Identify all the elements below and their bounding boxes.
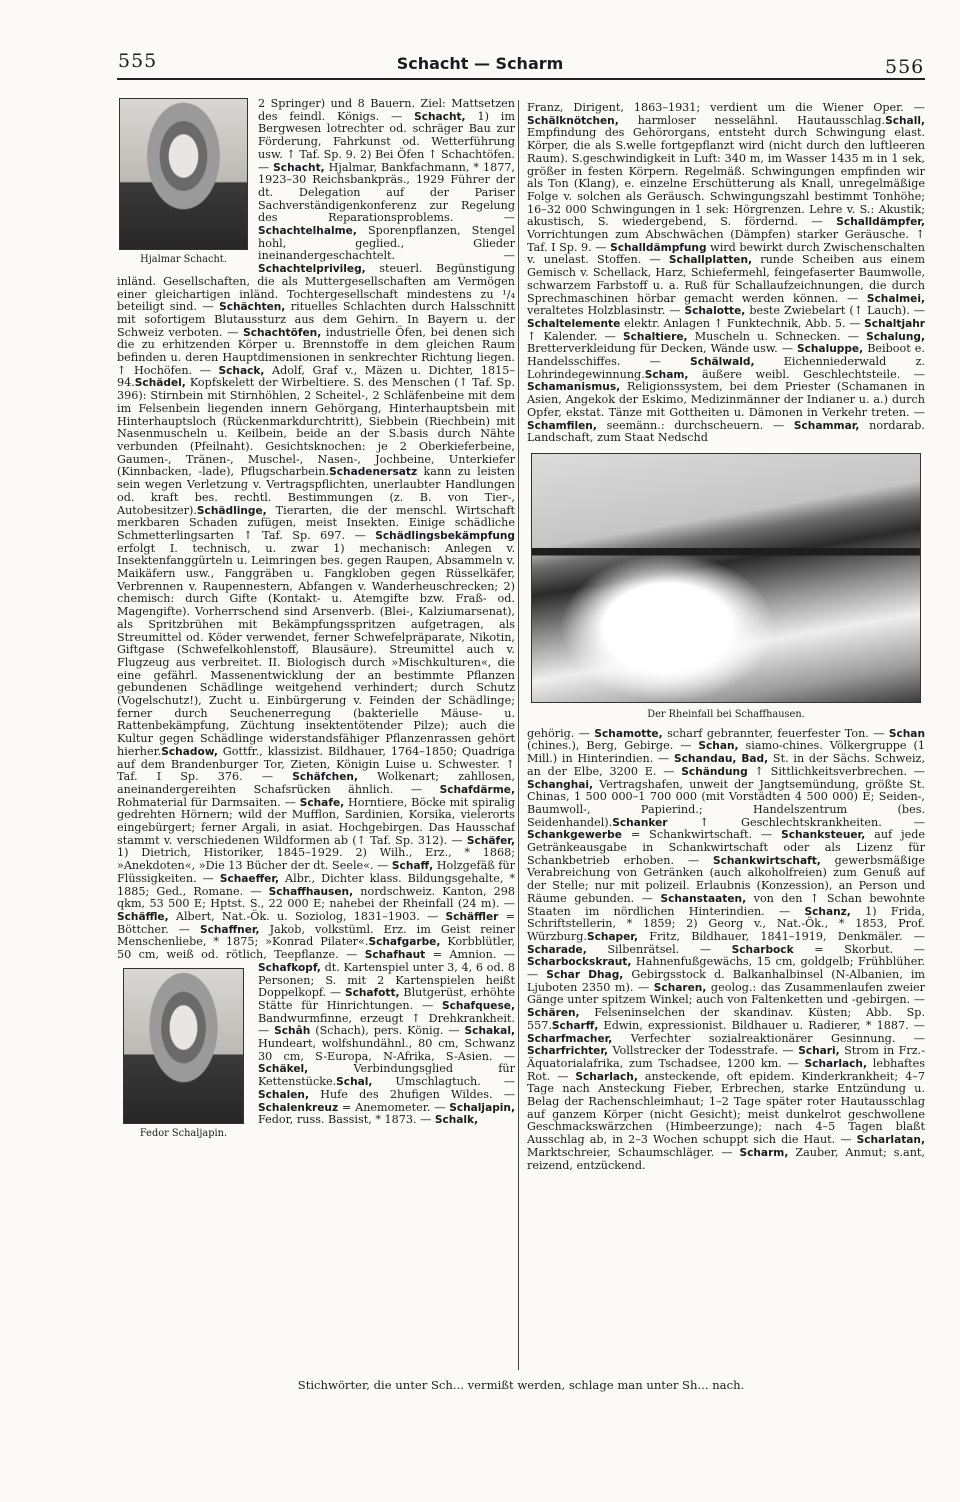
- entry-text: = Amnion. —: [425, 948, 515, 962]
- entry-keyword: Schädel,: [134, 377, 186, 390]
- entry-keyword: Schälknötchen,: [527, 114, 619, 127]
- entry-text: Fedor, russ. Bassist, * 1873. —: [258, 1113, 435, 1127]
- entry-keyword: Schafquese,: [441, 999, 515, 1012]
- entry-keyword: Schankgewerbe: [527, 829, 622, 842]
- entry-text: Gebirgsstock d. Balkanhalbinsel (N-Albanien, im Ljuboten 2350 m). —: [527, 968, 925, 994]
- entry-keyword: Schamanismus,: [527, 381, 621, 394]
- entry-keyword: Scharlatan,: [856, 1134, 925, 1147]
- entry-keyword: Schamotte,: [594, 727, 663, 740]
- entry-text: Verbindungsglied für Kettenstücke.: [258, 1062, 515, 1089]
- entry-text: Religionssystem, bei dem Priester (Schamanen in Asien, Angekok der Eskimo, Medizinmänner der Indianer u. a.) durch Opfer, ekstat. Tänze mit Gottheiten u. Dämonen in Verkehr treten. —: [527, 380, 925, 419]
- entry-keyword: Schafgarbe,: [368, 936, 441, 949]
- entry-text: 2 Springer) und 8 Bauern. Ziel: Mattsetzen des feindl. Königs. —: [258, 98, 515, 123]
- entry-keyword: Schamfilen,: [527, 419, 597, 432]
- entry-keyword: Schanghai,: [527, 778, 594, 791]
- entry-text: auf jede Getränkeausgabe in Schankwirtschaft oder als Lizenz für Schankbetrieb erhoben. —: [527, 828, 925, 867]
- entry-keyword: Schalmei,: [866, 292, 925, 305]
- entry-text: Albr., Dichter klass. Bildungsgehalte, * 1885; Ged., Romane. —: [117, 871, 515, 898]
- entry-text: Horntiere, Böcke mit spiralig gedrehten Hörnern; wild der Mufflon, Sardinien, Korsika, vielerorts eingebürgert; ferner Argali, in asiat. Hochgebirgen. Das Hausschaf stammt v. verschiedenen Wildformen ab (↑ Taf. Sp. 312). —: [117, 795, 515, 847]
- page-header: [0, 44, 960, 78]
- entry-keyword: Schal,: [336, 1076, 373, 1089]
- entry-text: nordschweiz. Kanton, 298 qkm, 53 500 E; Hptst. S., 22 000 E; nahebei der Rheinfall (24 m). —: [117, 884, 515, 911]
- entry-keyword: Schaper,: [586, 930, 638, 943]
- entry-keyword: Schädlinge,: [196, 504, 267, 517]
- entry-keyword: Scharff,: [551, 1019, 599, 1032]
- entry-text: Albert, Nat.-Ök. u. Soziolog, 1831–1903. —: [168, 910, 446, 923]
- entry-text: von den ↑ Schan bewohnte Staaten im nördlichen Hinterindien. —: [527, 891, 925, 918]
- entry-text: äußere weibl. Geschlechtsteile. —: [688, 367, 925, 381]
- entry-text: elektr. Anlagen ↑ Funktechnik, Abb. 5. —: [620, 316, 865, 330]
- entry-text: Franz, Dirigent, 1863–1931; verdient um die Wiener Oper. —: [527, 102, 925, 114]
- entry-keyword: Schandau, Bad,: [674, 753, 769, 766]
- entry-keyword: Scharm,: [739, 1146, 789, 1159]
- entry-text: Silbenrätsel. —: [586, 942, 732, 956]
- entry-text: 1) Dietrich, Historiker, 1845–1929. 2) Wilh., Erz., * 1868; »Anekdoten«, »Die 13 Bücher der dt. Seele«. —: [117, 846, 515, 873]
- entry-text: Hahnenfußgewächs, 15 cm, goldgelb; Frühblüher. —: [527, 955, 925, 982]
- entry-keyword: Schakal,: [464, 1025, 515, 1038]
- entry-text: ↑ Sittlichkeitsverbrechen. —: [747, 764, 925, 778]
- entry-text: Hufe des 2hufigen Wildes. —: [308, 1087, 515, 1101]
- entry-keyword: Schalotte,: [684, 305, 746, 318]
- entry-keyword: Schächten,: [219, 301, 286, 314]
- entry-text: = Böttcher. —: [117, 910, 515, 936]
- entry-text: Hundeart, wolfshundähnl., 80 cm, Schwanz 30 cm, S-Europa, N-Afrika, S-Asien. —: [258, 1037, 515, 1063]
- entry-text: kann zu leisten sein wegen Verletzung v. Vertragspflichten, unerlaubter Handlungen od. kraft bes. rechtl. Bestimmungen (z. B. von Tier-, Autobesitzer).: [117, 465, 515, 517]
- entry-keyword: Schafhaut: [364, 949, 426, 962]
- entry-keyword: Schammar,: [793, 419, 860, 432]
- entry-text: Fritz, Bildhauer, 1841–1919, Denkmäler. —: [638, 929, 925, 943]
- entry-text: beste Zwiebelart (↑ Lauch). —: [745, 304, 925, 318]
- entry-text: Felseninselchen der skandinav. Küsten; Abb. Sp. 557.: [527, 1006, 925, 1032]
- entry-text: 1) im Bergwesen lotrechter od. schräger Bau zur Förderung, Fahrkunst od. Wetterführung usw. ↑ Taf. Sp. 9. 2) Bei Öfen ↑ Schachtöfen. —: [258, 109, 515, 174]
- entry-keyword: Schâh: [274, 1025, 311, 1038]
- entry-text: Edwin, expressionist. Bildhauer u. Radierer, * 1887. —: [598, 1018, 925, 1032]
- entry-keyword: Scharfrichter,: [527, 1045, 609, 1058]
- right-bottom-paragraph: [527, 728, 925, 1173]
- entry-keyword: Schanstaaten,: [660, 892, 747, 905]
- entry-keyword: Schadow,: [161, 745, 218, 758]
- entry-keyword: Schaeffer,: [219, 872, 280, 885]
- entry-keyword: Schäfer,: [466, 834, 515, 847]
- entry-text: ↑ Geschlechtskrankheiten. —: [667, 815, 925, 829]
- entry-keyword: Schäffle,: [117, 911, 169, 923]
- entry-text: Vollstrecker der Todesstrafe. —: [608, 1044, 799, 1058]
- entry-text: erfolgt I. technisch, u. zwar 1) mechanisch: Anlegen v. Insektenfanggürteln u. Leimringen bes. gegen Raupen, Absammeln v. Maikäfern usw., Fanggräben u. Fangkloben gegen Rüsselkäfer, Verbrennen v. Raupennestern, Abfangen v. Wanderheuschrecken; 2) chemisch: durch Gifte (Kontakt- u. Atemgifte bzw. Fraß- od. Magengifte). Vorherrschend sind Arsenverb. (Blei-, Kalziumarsenat), als Spritzbrühen mit Bekämpfungsspritzen aufgetragen, als Streumittel od. Köder verwendet, ferner Schwefelpräparate, Nikotin, Giftgase (Schwefelkohlenstoff, Blausäure). Streumittel auch v. Flugzeug aus verbreitet. II. Biologisch durch »Mischkulturen«, die eine gefährl. Massenentwicklung der an bestimmte Pflanzen gebundenen Schädlinge weitgehend verhindert; durch Schutz (Vogelschutz!), Zucht u. Einbürgerung v. Feinden der Schädlinge; ferner durch Seuchenerregung (bakterielle Mäuse- u. Rattenbekämpfung, Züchtung insektentötender Pilze); auch die Kultur gegen Schädlinge widerstandsfähiger Pflanzenrassen gehört hierher.: [117, 541, 515, 758]
- entry-keyword: Schären,: [527, 1007, 580, 1020]
- entry-keyword: Schankwirtschaft,: [712, 854, 821, 867]
- entry-text: Blutgerüst, erhöhte Stätte für Hinrichtungen. —: [258, 986, 515, 1012]
- entry-keyword: Schachtelprivileg,: [258, 263, 366, 276]
- entry-keyword: Schan: [888, 727, 925, 740]
- entry-keyword: Scharade,: [527, 943, 587, 956]
- column-separator: [518, 100, 519, 1370]
- entry-keyword: Schachtelhalme,: [258, 225, 357, 238]
- entry-keyword: Schaluppe,: [796, 343, 864, 356]
- entry-keyword: Schanker: [612, 816, 668, 829]
- entry-keyword: Schan,: [698, 740, 739, 753]
- entry-text: Empfindung des Gehörorgans, entsteht durch Schwingung elast. Körper, die als S.welle fortgepflanzt wird (nicht durch den luftleeren Raum). S.geschwindigkeit in Luft: 340 m, im Wasser 1435 m in 1 sek, größer in festen Körpern. Regelmäß. Schwingungen empfinden wir als Ton (Klang), e. einzelne Erschütterung als Knall, unregelmäßige Folge v. solchen als Geräusch. Schwingungszahl bestimmt Tonhöhe; 16–32 000 Schwingungen in 1 sek: Hörgrenzen. Lehre v. S.: Akustik; akustisch, S. wiedergebend, S. fördernd. —: [527, 126, 925, 229]
- entry-keyword: Schalldämpfung: [610, 241, 707, 254]
- entry-keyword: Scharen,: [653, 981, 707, 994]
- rheinfall-photo: [531, 453, 921, 703]
- entry-text: 1) Frida, Schriftstellerin, * 1859; 2) Georg v., Nat.-Ök., * 1853, Prof. Würzburg.: [527, 904, 925, 943]
- entry-text: Umschlagtuch. —: [372, 1075, 515, 1089]
- entry-keyword: Scharlach,: [575, 1070, 638, 1083]
- entry-keyword: Schachtöfen,: [243, 326, 322, 339]
- portrait-caption: Fedor Schaljapin.: [139, 1127, 228, 1139]
- entry-text: Verfechter sozialreaktionärer Gesinnung. —: [612, 1031, 925, 1045]
- left-column: [117, 98, 515, 1380]
- entry-text: ↑ Kalender. —: [527, 329, 623, 343]
- entry-keyword: Schall,: [885, 114, 925, 127]
- entry-text: (chines.), Berg, Gebirge. —: [527, 739, 699, 753]
- entry-keyword: Schafott,: [344, 987, 400, 1000]
- entry-keyword: Schar Dhag,: [546, 969, 624, 982]
- entry-text: industrielle Öfen, bei denen sich die zu erhitzenden Körper u. Brennstoffe in dem gleichen Raum befinden u. deren Hauptdimensionen in senkrechter Richtung liegen. ↑ Hochöfen. —: [117, 325, 515, 377]
- figure-rheinfall: [527, 453, 925, 722]
- rheinfall-caption: Der Rheinfall bei Schaffhausen.: [647, 708, 805, 720]
- entry-keyword: Schanksteuer,: [781, 829, 866, 842]
- entry-keyword: Schaljapin,: [449, 1101, 515, 1114]
- entry-keyword: Schaltiere,: [623, 330, 688, 343]
- entry-keyword: Schalldämpfer,: [836, 216, 925, 229]
- entry-text: Marktschreier, Schaumschläger. —: [527, 1145, 740, 1159]
- entry-keyword: Schack,: [218, 364, 265, 377]
- entry-text: Kopfskelett der Wirbeltiere. S. des Menschen (↑ Taf. Sp. 396): Stirnbein mit Stirnhöhlen, 2 Scheitel-, 2 Schläfenbeine mit dem im Felsenbein liegenden innern Gehörgang, Hinterhauptsbein mit Hinterhauptsloch (Rückenmarkdurchtritt), Siebbein (Riechbein) mit Nasenmuscheln u. Keilbein, beide an der S.basis durch Nähte verbunden (Pfeilnaht). Gesichtsknochen: je 2 Oberkieferbeine, Gaumen-, Tränen-, Muschel-, Nasen-, Jochbeine, Unterkiefer (Kinnbacken, -lade), Pflugscharbein.: [117, 376, 515, 479]
- entry-keyword: Schafkopf,: [258, 961, 321, 974]
- entry-keyword: Schalenkreuz: [258, 1101, 339, 1114]
- portrait-caption: Hjalmar Schacht.: [140, 254, 227, 265]
- entry-text: Holzgefäß für Flüssigkeiten. —: [117, 859, 515, 885]
- entry-keyword: Schäffler: [445, 911, 499, 923]
- header-rule: [117, 78, 925, 80]
- entry-keyword: Scharfmacher,: [527, 1032, 613, 1045]
- entry-text: Jakob, volkstüml. Erz. im Geist reiner Menschenliebe, * 1875; »Konrad Pilater«.: [117, 922, 515, 949]
- entry-keyword: Schaffhausen,: [268, 885, 354, 898]
- entry-keyword: Scham,: [644, 368, 689, 381]
- page-number-left: 555: [118, 50, 158, 72]
- entry-keyword: Schälwald,: [690, 356, 755, 369]
- entry-text: gehörig. —: [527, 726, 595, 740]
- entry-keyword: Schadenersatz: [329, 466, 418, 479]
- entry-text: Strom in Frz.-Äquatorialafrika, zum Tschadsee, 1200 km. —: [527, 1044, 925, 1070]
- entry-text: rituelles Schlachten durch Halsschnitt mit sofortigem Blutaussturz aus dem Gehirn. In Bayern u. der Schweiz verboten. —: [117, 300, 515, 339]
- entry-text: harmloser nesselähnl. Hautausschlag.: [618, 113, 886, 127]
- page-number-right: 556: [885, 56, 925, 78]
- entry-text: (Schach), pers. König. —: [310, 1024, 465, 1038]
- entry-text: dt. Kartenspiel unter 3, 4, 6 od. 8 Personen; S. mit 2 Kartenspielen heißt Doppelkopf. —: [258, 960, 515, 1000]
- entry-keyword: Schacht,: [273, 161, 325, 174]
- running-title: Schacht — Scharm: [396, 54, 564, 73]
- entry-keyword: Schalk,: [434, 1114, 479, 1127]
- entry-text: Sporenpflanzen, Stengel hohl, geglied., Glieder ineinandergeschachtelt. —: [258, 224, 515, 263]
- entry-text: veraltetes Holzblasinstr. —: [527, 304, 685, 318]
- entry-keyword: Schaltelemente: [527, 317, 621, 330]
- entry-keyword: Schari,: [798, 1045, 840, 1058]
- portrait-photo: [119, 98, 248, 250]
- entry-text: wird bewirkt durch Zwischenschalten v. unelast. Stoffen. —: [527, 240, 925, 267]
- entry-keyword: Schaffner,: [199, 923, 260, 936]
- entry-text: ansteckende, oft epidem. Kinderkrankheit; 4–7 Tage nach Ansteckung Fieber, Erbrechen, starke Entzündung u. Belag der Rachenschleimhaut; 1–2 Tage später roter Hautausschlag auf ganzem Körper (nicht Gesicht); meist dunkelrot geschwollene Geschmackswärzchen (Himbeerzunge); nach 4–5 Tagen blaßt Ausschlag ab, in 2–3 Wochen schuppt sich die Haut. —: [527, 1069, 925, 1147]
- entry-keyword: Scharlach,: [804, 1057, 867, 1070]
- entry-text: Gottfr., klassizist. Bildhauer, 1764–1850; Quadriga auf dem Brandenburger Tor, Zieten, Königin Luise u. Schwester. ↑ Taf. I Sp. 376. —: [117, 744, 515, 784]
- entry-keyword: Schacht,: [414, 110, 466, 123]
- entry-text: Zauber, Anmut; s.ant, reizend, entzückend.: [527, 1145, 925, 1172]
- entry-keyword: Scharbock: [731, 943, 794, 956]
- entry-keyword: Schafe,: [299, 796, 345, 809]
- entry-text: gewerbsmäßige Verabreichung von Getränken (auch alkoholfreien) zum Genuß auf der Stelle; nur mit polizeil. Erlaubnis (Konzession), an Person und Räume gebunden. —: [527, 853, 925, 905]
- entry-keyword: Schändung: [681, 765, 748, 778]
- entry-keyword: Schallplatten,: [668, 254, 753, 267]
- entry-keyword: Schäkel,: [258, 1063, 309, 1076]
- right-column: [527, 102, 925, 1378]
- entry-text: Vertragshafen, unweit der Jangtsemündung, größte St. Chinas, 1 500 000–1 700 000 (mit Vorstädten 4 500 000) E; Seiden-, Baumwoll-, Papierind.; Handelszentrum (bes. Seidenhandel).: [527, 777, 925, 829]
- entry-text: Vorrichtungen zum Abschwächen (Dämpfen) starker Geräusche. ↑ Taf. I Sp. 9. —: [527, 228, 925, 254]
- entry-text: seemänn.: durchscheuern. —: [596, 418, 794, 432]
- entry-text: Rohmaterial für Darmsaiten. —: [117, 795, 300, 809]
- entry-keyword: Schanz,: [804, 905, 851, 918]
- entry-text: nordarab. Landschaft, zum Staat Nedschd: [527, 418, 925, 445]
- entry-keyword: Schalung,: [866, 330, 925, 343]
- entry-text: runde Scheiben aus einem Gemisch v. Schellack, Harz, Schiefermehl, feingefaserter Baumwolle, schwarzem Farbstoff u. a. Ruß für Schallaufzeichnungen, die durch Sprechmaschinen hörbar gemacht werden können. —: [527, 253, 925, 305]
- portrait-fedor-schaljapin: [117, 968, 250, 1141]
- entry-keyword: Schäfchen,: [292, 771, 358, 784]
- entry-text: = Skorbut. —: [793, 942, 925, 956]
- entry-text: Tierarten, die der menschl. Wirtschaft merkbaren Schaden zufügen, meist Insekten. Einige schädliche Schmetterlingsarten ↑ Taf. Sp. 697. —: [117, 503, 515, 542]
- right-top-paragraph: [527, 102, 925, 445]
- entry-text: Hjalmar, Bankfachmann, * 1877, 1923–30 Reichsbankpräs., 1929 Führer der dt. Delegation auf der Pariser Sachverständigenkonferenz zur Regelung des Reparationsproblems. —: [258, 160, 515, 225]
- entry-keyword: Schaff,: [391, 860, 434, 873]
- entry-keyword: Schafdärme,: [439, 783, 515, 796]
- entry-keyword: Scharbockskraut,: [527, 956, 632, 969]
- entry-text: siamo-chines. Völkergruppe (1 Mill.) in Hinterindien. —: [527, 739, 925, 766]
- entry-text: Adolf, Graf v., Mäzen u. Dichter, 1815–94.: [117, 363, 515, 390]
- entry-text: scharf gebrannter, feuerfester Ton. —: [662, 726, 889, 740]
- entry-text: lebhaftes Rot. —: [527, 1056, 925, 1083]
- right-column-text-bottom: [527, 728, 925, 1173]
- entry-text: Korbblütler, 50 cm, weiß od. rötlich, Teepflanze. —: [117, 935, 515, 962]
- entry-text: Eichenniederwald z. Lohrindegewinnung.: [527, 355, 925, 381]
- entry-text: St. in der Sächs. Schweiz, an der Elbe, 3200 E. —: [527, 752, 925, 778]
- entry-text: Wolkenart; zahllosen, aneinandergereihten Schafsrücken ähnlich. —: [117, 770, 515, 796]
- entry-text: Muscheln u. Schnecken. —: [687, 329, 867, 343]
- entry-keyword: Schalen,: [258, 1088, 309, 1101]
- entry-text: geolog.: das Zusammenlaufen zweier Gänge unter spitzem Winkel; auch von Faltenketten und -gebirgen. —: [527, 980, 925, 1007]
- entry-text: steuerl. Begünstigung inländ. Gesellschaften, die als Muttergesellschaften am Vermögen einer gleichartigen inländ. Tochtergesellschaft mindestens zu ¹/₄ beteiligt sind. —: [117, 262, 515, 314]
- footer-note: Stichwörter, die unter Sch... vermißt werden, schlage man unter Sh... nach.: [297, 1378, 745, 1392]
- right-column-text-top: [527, 102, 925, 445]
- entry-text: = Anemometer. —: [338, 1100, 450, 1114]
- portrait-photo: [123, 968, 244, 1124]
- entry-keyword: Schädlingsbekämpfung: [375, 529, 515, 542]
- entry-text: = Schankwirtschaft. —: [621, 828, 782, 842]
- entry-keyword: Schaltjahr: [864, 317, 925, 330]
- entry-text: Bandwurmfinne, erzeugt ↑ Drehkrankheit. —: [258, 1011, 515, 1038]
- entry-text: Beiboot e. Handelsschiffes. —: [527, 342, 925, 369]
- portrait-hjalmar-schacht: [117, 98, 250, 267]
- entry-text: Bretterverkleidung für Decken, Wände usw. —: [527, 342, 797, 356]
